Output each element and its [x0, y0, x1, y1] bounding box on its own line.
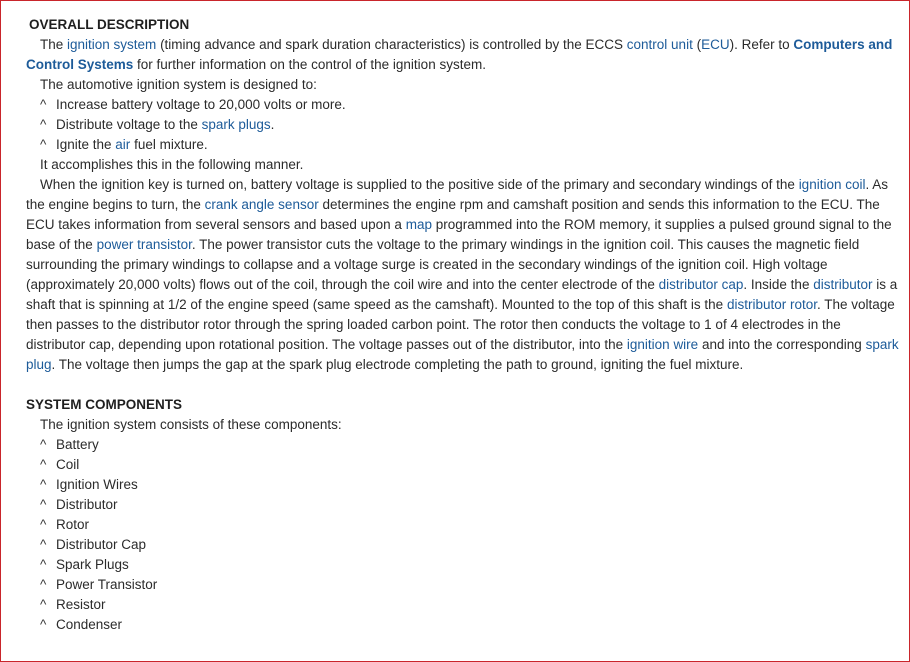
text-run: . As the engine begins to turn, the — [26, 177, 888, 212]
control-unit-link[interactable]: control unit — [626, 37, 693, 52]
component-label: Battery — [56, 437, 99, 452]
operation-paragraph — [26, 175, 901, 375]
bullet-icon: ^ — [40, 557, 47, 572]
text-run: (timing advance and spark duration characteristics) is controlled by the ECCS — [156, 37, 627, 52]
design-goals-list — [26, 95, 901, 155]
bullet-icon: ^ — [40, 617, 47, 632]
ignition-coil-link[interactable]: ignition coil — [798, 177, 866, 192]
document-content — [26, 15, 901, 635]
spark-plug-link[interactable]: spark plug — [26, 337, 899, 372]
components-list — [26, 435, 901, 635]
ecu-link[interactable]: ECU — [701, 37, 730, 52]
list-item — [26, 535, 901, 555]
distributor-rotor-link[interactable]: distributor rotor — [726, 297, 817, 312]
component-label: Coil — [56, 457, 80, 472]
list-item — [26, 115, 901, 135]
list-item — [26, 95, 901, 115]
text-run: ( — [692, 37, 702, 52]
list-item — [26, 575, 901, 595]
overall-description-heading: OVERALL DESCRIPTION — [29, 17, 190, 32]
computers-and-control-systems-link[interactable]: Computers and Control Systems — [26, 37, 893, 72]
section-spacer — [26, 375, 901, 395]
text-run: . The voltage then passes to the distributor rotor through the spring loaded carbon point. The rotor then conducts the voltage to 1 of 4 electrodes in the distributor cap, depending upon rotational position. The voltage passes out of the distributor, into the — [26, 297, 895, 352]
bullet-icon: ^ — [40, 477, 47, 492]
bullet-icon: ^ — [40, 537, 47, 552]
design-intro-paragraph — [26, 75, 901, 95]
component-label: Ignition Wires — [56, 477, 138, 492]
component-label: Distributor — [56, 497, 118, 512]
bullet-icon: ^ — [40, 437, 47, 452]
map-link[interactable]: map — [405, 217, 432, 232]
list-item — [26, 615, 901, 635]
list-item — [26, 455, 901, 475]
component-label: Condenser — [56, 617, 123, 632]
list-item — [26, 435, 901, 455]
text-run: fuel mixture. — [130, 137, 208, 152]
air-link[interactable]: air — [115, 137, 131, 152]
distributor-cap-link[interactable]: distributor cap — [658, 277, 744, 292]
text-run: The — [40, 37, 68, 52]
text-run: is a shaft that is spinning at 1/2 of the engine speed (same speed as the camshaft). Mounted to the top of this shaft is the — [26, 277, 898, 312]
text-run: Ignite the — [56, 137, 116, 152]
list-item — [26, 595, 901, 615]
list-item — [26, 495, 901, 515]
text-run: and into the corresponding — [698, 337, 866, 352]
list-item — [26, 515, 901, 535]
text-run: programmed into the ROM memory, it supplies a pulsed ground signal to the base of the — [26, 217, 892, 252]
text-run: determines the engine rpm and camshaft position and sends this information to the ECU. The ECU takes information from several sensors and based upon a — [26, 197, 880, 232]
component-label: Resistor — [56, 597, 106, 612]
bullet-icon: ^ — [40, 457, 47, 472]
text-run: . The voltage then jumps the gap at the spark plug electrode completing the path to ground, igniting the fuel mixture. — [51, 357, 744, 372]
component-label: Distributor Cap — [56, 537, 147, 552]
bullet-icon: ^ — [40, 597, 47, 612]
component-label: Spark Plugs — [56, 557, 129, 572]
intro-paragraph — [26, 35, 901, 75]
text-run: Increase battery voltage to 20,000 volts or more. — [56, 97, 346, 112]
bullet-icon: ^ — [40, 497, 47, 512]
text-run: . — [270, 117, 275, 132]
manner-paragraph — [26, 155, 901, 175]
text-run: for further information on the control of the ignition system. — [133, 57, 486, 72]
components-intro: The ignition system consists of these components: — [40, 417, 342, 432]
ignition-system-link[interactable]: ignition system — [67, 37, 157, 52]
distributor-link[interactable]: distributor — [813, 277, 873, 292]
list-item — [26, 135, 901, 155]
bullet-icon: ^ — [40, 97, 47, 112]
component-label: Power Transistor — [56, 577, 158, 592]
text-run: It accomplishes this in the following manner. — [40, 157, 304, 172]
power-transistor-link[interactable]: power transistor — [96, 237, 192, 252]
list-item — [26, 555, 901, 575]
bullet-icon: ^ — [40, 137, 47, 152]
list-item — [26, 475, 901, 495]
text-run: The automotive ignition system is designed to: — [40, 77, 317, 92]
ignition-wire-link[interactable]: ignition wire — [626, 337, 699, 352]
bullet-icon: ^ — [40, 117, 47, 132]
text-run: Distribute voltage to the — [56, 117, 202, 132]
system-components-heading: SYSTEM COMPONENTS — [26, 397, 183, 412]
bullet-icon: ^ — [40, 517, 47, 532]
crank-angle-sensor-link[interactable]: crank angle sensor — [204, 197, 319, 212]
spark-plugs-link[interactable]: spark plugs — [201, 117, 271, 132]
text-run: When the ignition key is turned on, battery voltage is supplied to the positive side of the primary and secondary windings of the — [40, 177, 799, 192]
text-run: . The power transistor cuts the voltage to the primary windings in the ignition coil. This causes the magnetic field surrounding the primary windings to collapse and a voltage surge is created in the secondary windings of the ignition coil. High voltage (approximately 20,000 volts) flows out of the coil, through the coil wire and into the center electrode of the — [26, 237, 860, 292]
text-run: ). Refer to — [729, 37, 794, 52]
component-label: Rotor — [56, 517, 90, 532]
bullet-icon: ^ — [40, 577, 47, 592]
text-run: . Inside the — [743, 277, 814, 292]
